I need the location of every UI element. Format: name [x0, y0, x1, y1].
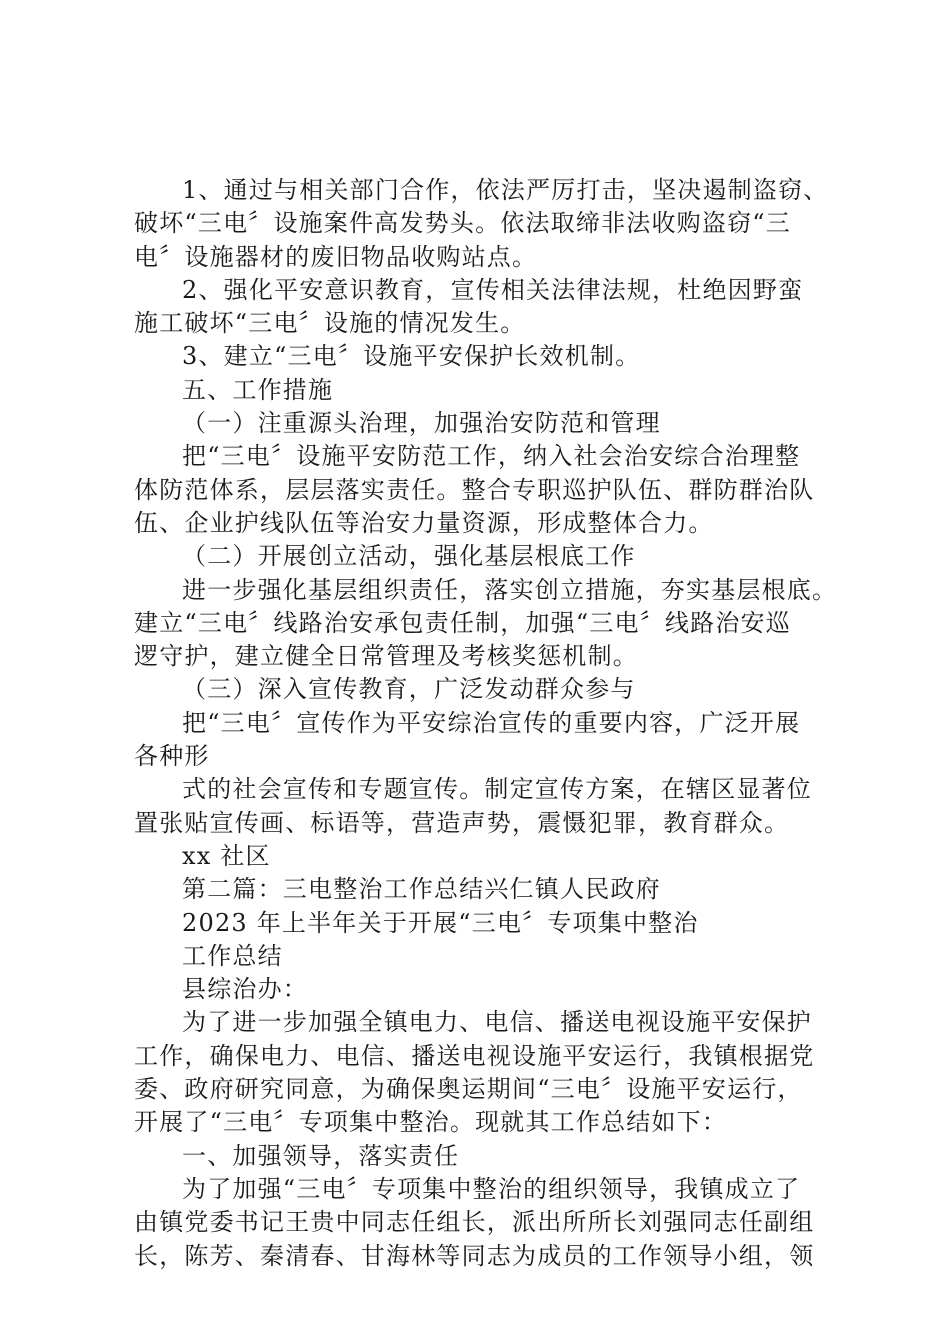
text-line: 式的社会宣传和专题宣传。制定宣传方案，在辖区显著位 — [182, 775, 812, 804]
text-line: 3、建立“三电〞设施平安保护长效机制。 — [182, 342, 641, 371]
text-line: （二）开展创立活动，强化基层根底工作 — [182, 542, 636, 571]
text-line: 一、加强领导，落实责任 — [182, 1141, 460, 1170]
text-line: 电〞设施器材的废旧物品收购站点。 — [134, 242, 538, 271]
text-line: 长，陈芳、秦清春、甘海林等同志为成员的工作领导小组，领 — [134, 1241, 815, 1270]
text-line: 把“三电〞设施平安防范工作，纳入社会治安综合治理整 — [182, 442, 801, 471]
text-line: 开展了“三电〞专项集中整治。现就其工作总结如下： — [134, 1108, 728, 1137]
text-line: 由镇党委书记王贵中同志任组长，派出所所长刘强同志任副组 — [134, 1208, 815, 1237]
text-line: 各种形 — [134, 742, 210, 771]
text-line: 1、通过与相关部门合作，依法严厉打击，坚决遏制盗窃、 — [182, 176, 829, 204]
text-line: 为了加强“三电〞专项集中整治的组织领导，我镇成立了 — [182, 1174, 801, 1203]
document-body — [134, 174, 838, 1273]
text-line: 把“三电〞宣传作为平安综治宣传的重要内容，广泛开展 — [182, 708, 801, 737]
text-line: 县综治办： — [182, 975, 308, 1004]
text-line: 2023 年上半年关于开展“三电〞专项集中整治 — [182, 908, 699, 937]
text-line: （三）深入宣传教育，广泛发动群众参与 — [182, 675, 636, 704]
text-line: 第二篇：三电整治工作总结兴仁镇人民政府 — [182, 875, 661, 904]
text-line: （一）注重源头治理，加强治安防范和管理 — [182, 409, 661, 438]
text-line: 置张贴宣传画、标语等，营造声势，震慑犯罪，教育群众。 — [134, 808, 790, 837]
text-line: 施工破坏“三电〞设施的情况发生。 — [134, 309, 526, 338]
text-line: 伍、企业护线队伍等治安力量资源，形成整体合力。 — [134, 508, 714, 537]
text-line: 进一步强化基层组织责任，落实创立措施，夯实基层根底。 — [182, 575, 838, 604]
text-line: xx 社区 — [182, 841, 271, 870]
text-line: 工作，确保电力、电信、播送电视设施平安运行，我镇根据党 — [134, 1041, 815, 1070]
text-line: 2、强化平安意识教育，宣传相关法律法规，杜绝因野蛮 — [182, 275, 804, 304]
text-line: 委、政府研究同意，为确保奥运期间“三电〞设施平安运行， — [134, 1075, 803, 1104]
text-line: 逻守护，建立健全日常管理及考核奖惩机制。 — [134, 642, 638, 671]
text-line: 为了进一步加强全镇电力、电信、播送电视设施平安保护 — [182, 1008, 812, 1037]
text-line: 破坏“三电〞设施案件高发势头。依法取缔非法收购盗窃“三 — [134, 209, 791, 238]
text-line: 体防范体系，层层落实责任。整合专职巡护队伍、群防群治队 — [134, 475, 815, 504]
text-line: 建立“三电〞线路治安承包责任制，加强“三电〞线路治安巡 — [134, 608, 791, 637]
text-line: 工作总结 — [182, 941, 283, 970]
text-line: 五、工作措施 — [182, 375, 334, 404]
